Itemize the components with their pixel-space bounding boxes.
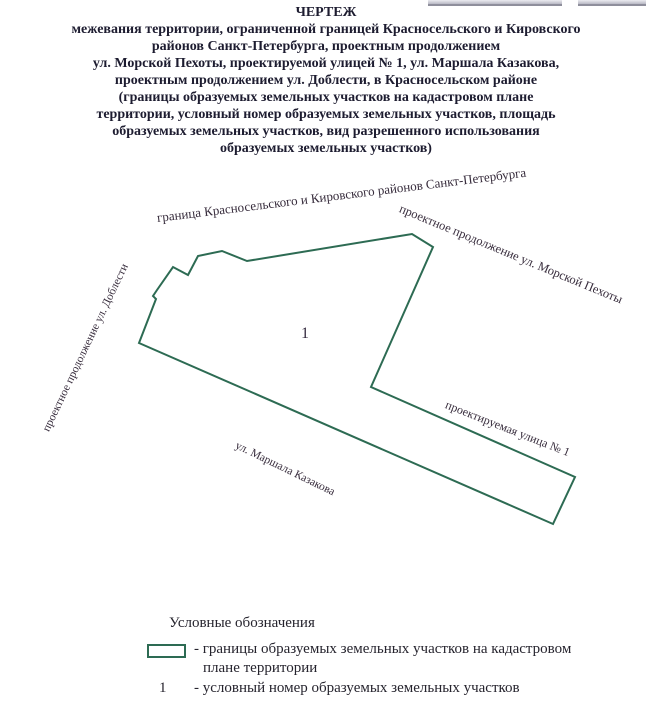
label-morskoy-pekhoty-street: проектное продолжение ул. Морской Пехоты bbox=[397, 201, 625, 307]
parcel-boundary-polygon bbox=[139, 234, 575, 524]
title-line: территории, условный номер образуемых земельных участков, площадь bbox=[96, 107, 556, 122]
title-line: ул. Морской Пехоты, проектируемой улицей № 1, ул. Маршала Казакова, bbox=[92, 56, 560, 71]
legend-heading: Условные обозначения bbox=[169, 615, 315, 631]
title-line: образуемых земельных участков, вид разрешенного использования bbox=[112, 124, 540, 139]
legend-item-number-text: - условный номер образуемых земельных участков bbox=[194, 680, 520, 696]
label-marshala-kazakova-street: ул. Маршала Казакова bbox=[233, 439, 337, 499]
legend-item-boundaries-text-continued: плане территории bbox=[203, 660, 318, 676]
title-line: (границы образуемых земельных участков на кадастровом плане bbox=[118, 90, 534, 105]
title-line: образуемых земельных участков) bbox=[220, 141, 432, 156]
legend-item-number-symbol: 1 bbox=[159, 680, 167, 696]
label-proektiruemaya-ulitsa-1: проектируемая улица № 1 bbox=[443, 397, 573, 460]
legend-item-boundaries-text: - границы образуемых земельных участков на кадастровом bbox=[194, 641, 572, 657]
title-line: районов Санкт-Петербурга, проектным продолжением bbox=[151, 39, 501, 54]
title-line: проектным продолжением ул. Доблести, в Красносельском районе bbox=[114, 73, 538, 88]
parcel-boundary-swatch-icon bbox=[147, 644, 186, 658]
title-line: межевания территории, ограниченной границей Красносельского и Кировского bbox=[71, 22, 581, 37]
label-district-boundary: граница Красносельского и Кировского районов Санкт-Петербурга bbox=[156, 164, 527, 225]
parcel-number: 1 bbox=[301, 325, 309, 342]
title-line: ЧЕРТЕЖ bbox=[295, 5, 357, 20]
label-doblesti-street: проектное продолжение ул. Доблести bbox=[40, 261, 131, 434]
